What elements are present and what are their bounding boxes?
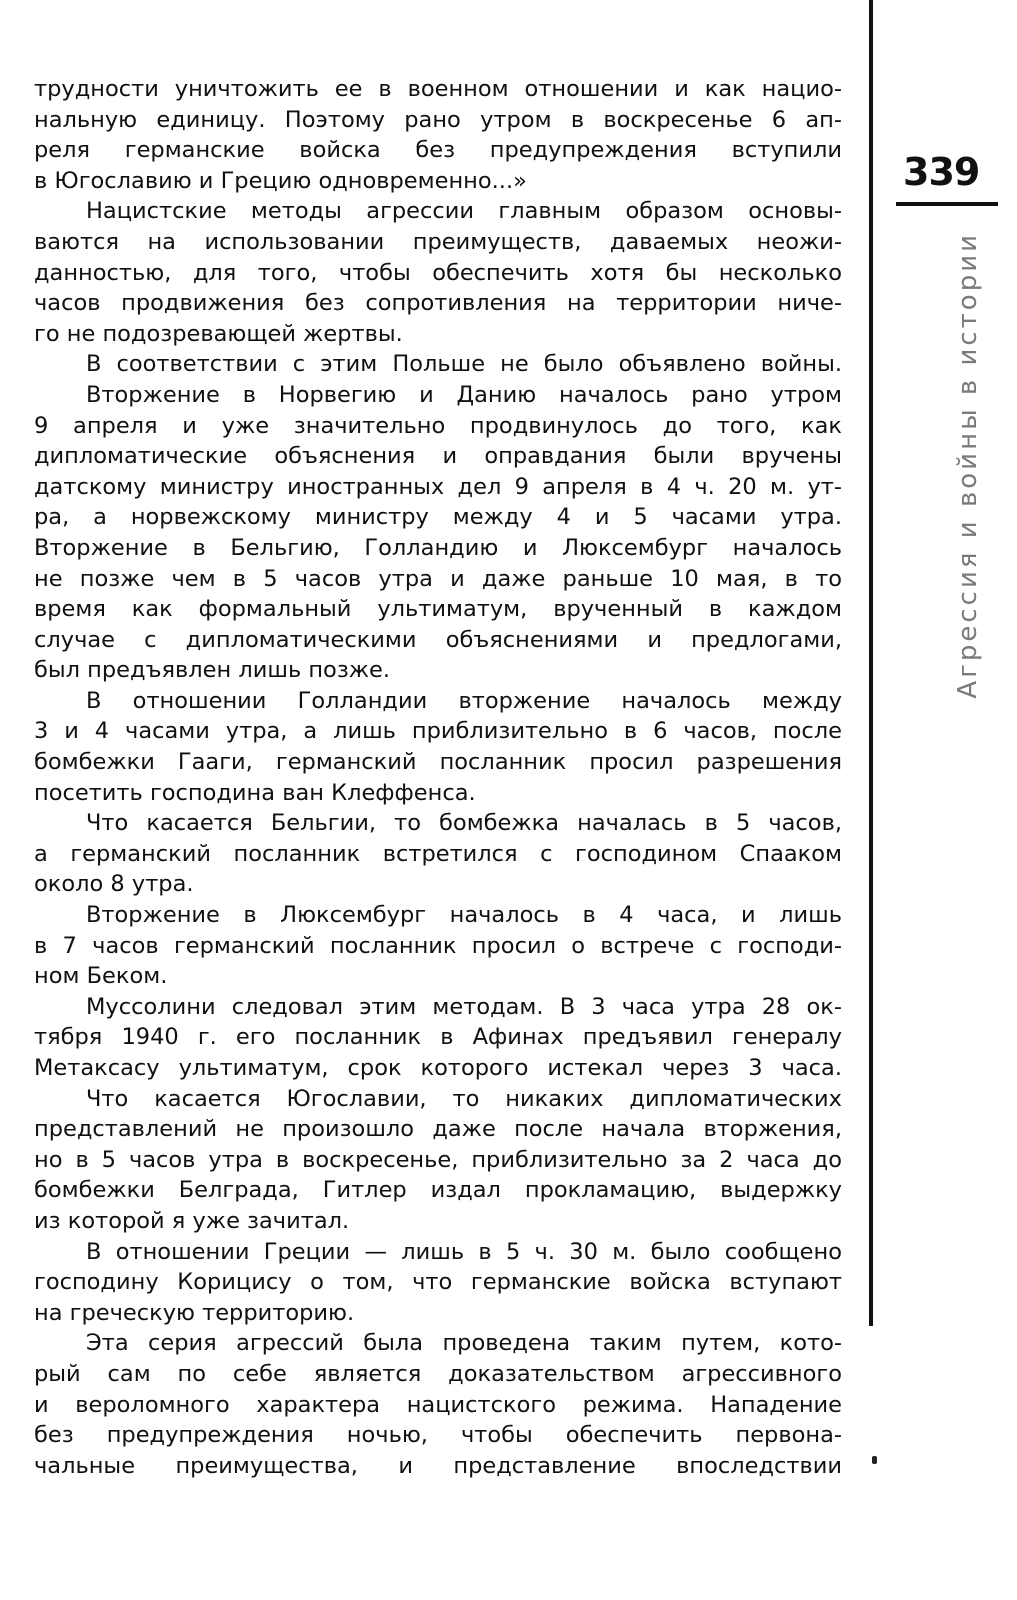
text-line: не позже чем в 5 часов утра и даже раньше 10 мая, в то: [34, 565, 842, 592]
text-line: но в 5 часов утра в воскресенье, приблизительно за 2 часа до: [34, 1146, 842, 1173]
text-line: го не подозревающей жертвы.: [34, 320, 403, 347]
text-line: случае с дипломатическими объяснениями и предлогами,: [34, 626, 842, 653]
text-line: В отношении Голландии вторжение началось между: [86, 687, 842, 714]
text-line: Что касается Югославии, то никаких дипломатических: [86, 1085, 842, 1112]
text-line: Метаксасу ультиматум, срок которого истекал через 3 часа.: [34, 1055, 842, 1081]
text-line: а германский посланник встретился с господином Спааком: [34, 840, 842, 867]
horizontal-rule: [896, 202, 998, 206]
text-line: из которой я уже зачитал.: [34, 1207, 350, 1234]
text-line: часов продвижения без сопротивления на территории ниче-: [34, 290, 842, 317]
text-line: посетить господина ван Клеффенса.: [34, 779, 476, 806]
text-line: Нацистские методы агрессии главным образом основы-: [86, 198, 842, 225]
text-line: и вероломного характера нацистского режима. Нападение: [34, 1391, 842, 1418]
body-text: [34, 74, 842, 1481]
text-line: в Югославию и Грецию одновременно...»: [34, 167, 527, 194]
text-line: 9 апреля и уже значительно продвинулось до того, как: [34, 412, 842, 439]
text-line: дипломатические объяснения и оправдания были вручены: [34, 443, 842, 470]
text-line: тября 1940 г. его посланник в Афинах предъявил генералу: [34, 1024, 842, 1051]
text-line: ном Беком.: [34, 963, 168, 990]
text-line: Что касается Бельгии, то бомбежка началась в 5 часов,: [86, 810, 842, 837]
text-line: бомбежки Гааги, германский посланник просил разрешения: [34, 749, 842, 776]
text-line: нальную единицу. Поэтому рано утром в воскресенье 6 ап-: [34, 106, 842, 133]
running-head: [948, 232, 988, 852]
text-line: рый сам по себе является доказательством агрессивного: [34, 1360, 842, 1387]
text-line: без предупреждения ночью, чтобы обеспечить первона-: [34, 1422, 842, 1449]
text-line: представлений не произошло даже после начала вторжения,: [34, 1116, 842, 1143]
text-line: был предъявлен лишь позже.: [34, 657, 391, 684]
running-head-text: Агрессия и войны в истории: [953, 232, 983, 699]
text-line: время как формальный ультиматум, врученный в каждом: [34, 596, 842, 623]
text-line: господину Корицису о том, что германские войска вступают: [34, 1269, 842, 1296]
margin-mark: [872, 1456, 877, 1464]
text-line: В соответствии с этим Польше не было объявлено войны.: [86, 351, 842, 378]
text-line: бомбежки Белграда, Гитлер издал прокламацию, выдержку: [34, 1177, 842, 1204]
text-line: Муссолини следовал этим методам. В 3 часа утра 28 ок-: [86, 993, 842, 1020]
text-line: трудности уничтожить ее в военном отношении и как нацио-: [34, 76, 842, 102]
text-line: Вторжение в Люксембург началось в 4 часа, и лишь: [86, 902, 842, 929]
text-line: Эта серия агрессий была проведена таким путем, кото-: [86, 1330, 842, 1357]
text-line: в 7 часов германский посланник просил о встрече с господи-: [34, 932, 842, 959]
text-line: 3 и 4 часами утра, а лишь приблизительно в 6 часов, после: [34, 718, 842, 745]
text-line: Вторжение в Бельгию, Голландию и Люксембург началось: [34, 534, 842, 561]
page-number: 339: [903, 150, 980, 194]
text-line: ваются на использовании преимуществ, даваемых неожи-: [34, 228, 842, 255]
text-line: на греческую территорию.: [34, 1299, 355, 1326]
text-line: Вторжение в Норвегию и Данию началось рано утром: [86, 381, 842, 408]
vertical-rule: [869, 0, 873, 1326]
text-line: реля германские войска без предупреждения вступили: [34, 137, 842, 164]
text-line: В отношении Греции — лишь в 5 ч. 30 м. было сообщено: [86, 1238, 842, 1265]
text-line: около 8 утра.: [34, 871, 194, 898]
text-line: чальные преимущества, и представление впоследствии: [34, 1452, 842, 1479]
text-line: датскому министру иностранных дел 9 апреля в 4 ч. 20 м. ут-: [34, 473, 842, 500]
text-line: ра, а норвежскому министру между 4 и 5 часами утра.: [34, 504, 842, 531]
text-line: данностью, для того, чтобы обеспечить хотя бы несколько: [34, 259, 842, 286]
